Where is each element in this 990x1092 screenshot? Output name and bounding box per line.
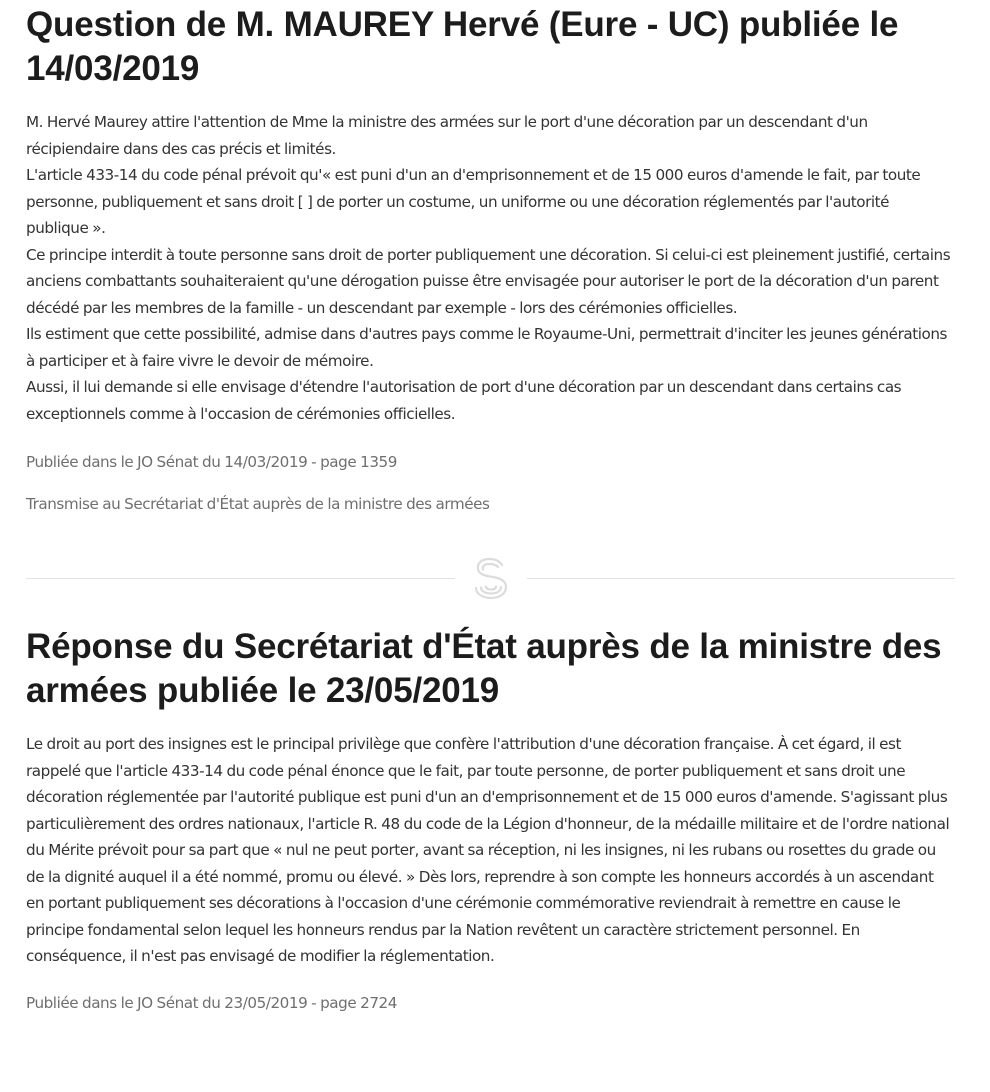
question-paragraph: L'article 433-14 du code pénal prévoit qu'« est puni d'un an d'emprisonnement et de 15 000 euros d'amende le fait, par toute personne, publiquement et sans droit [ ] de porter un costume, un uniforme ou une décoration réglementés par l'autorité publique ». (26, 166, 921, 237)
senat-logo-icon (469, 555, 513, 601)
response-publication-info: Publiée dans le JO Sénat du 23/05/2019 - page 2724 (26, 993, 397, 1012)
response-paragraph: Le droit au port des insignes est le principal privilège que confère l'attribution d'une décoration française. À cet égard, il est rappelé que l'article 433-14 du code pénal énonce que le fait, par toute personne, de porter publiquement et sans droit une décoration réglementée par l'autorité publique est puni d'un an d'emprisonnement et de 15 000 euros d'amende. S'agissant plus particulièrement des ordres nationaux, l'article R. 48 du code de la Légion d'honneur, de la médaille militaire et de l'ordre national du Mérite prévoit pour sa part que « nul ne peut porter, avant sa réception, ni les insignes, ni les rubans ou rosettes du grade ou de la dignité auquel il a été nommé, promu ou élevé. » Dès lors, reprendre à son compte les honneurs accordés à un ascendant en portant publiquement ses décorations à l'occasion d'une cérémonie commémorative reviendrait à remettre en cause le principe fondamental selon lequel les honneurs rendus par la Nation revêtent un caractère strictement personnel. En conséquence, il n'est pas envisagé de modifier la réglementation. (26, 735, 950, 965)
question-section (26, 0, 955, 517)
question-paragraph: Aussi, il lui demande si elle envisage d'étendre l'autorisation de port d'une décoration par un descendant dans certains cas exceptionnels comme à l'occasion de cérémonies officielles. (26, 378, 902, 423)
question-paragraph: Ce principe interdit à toute personne sans droit de porter publiquement une décoration. Si celui-ci est pleinement justifié, certains anciens combattants souhaiteraient qu'une dérogation puisse être envisagée pour autoriser le port de la décoration d'un parent décédé par les membres de la famille - un descendant par exemple - lors des cérémonies officielles. (26, 245, 951, 317)
response-body (26, 731, 955, 970)
divider-line-left (26, 578, 455, 579)
divider-line-right (527, 578, 956, 579)
question-publication-info: Publiée dans le JO Sénat du 14/03/2019 - page 1359 (26, 453, 397, 471)
question-transmission-info: Transmise au Secrétariat d'État auprès de la ministre des armées (26, 495, 490, 513)
response-section (26, 625, 955, 1016)
question-body (26, 109, 955, 427)
question-title: Question de M. MAUREY Hervé (Eure - UC) publiée le 14/03/2019 (26, 5, 899, 88)
response-title: Réponse du Secrétariat d'État auprès de la ministre des armées publiée le 23/05/2019 (26, 627, 942, 710)
question-paragraph: M. Hervé Maurey attire l'attention de Mme la ministre des armées sur le port d'une décoration par un descendant d'un récipiendaire dans des cas précis et limités. (26, 113, 868, 158)
question-paragraph: Ils estiment que cette possibilité, admise dans d'autres pays comme le Royaume-Uni, permettrait d'inciter les jeunes générations à participer et à faire vivre le devoir de mémoire. (26, 325, 947, 370)
section-divider (26, 555, 955, 601)
